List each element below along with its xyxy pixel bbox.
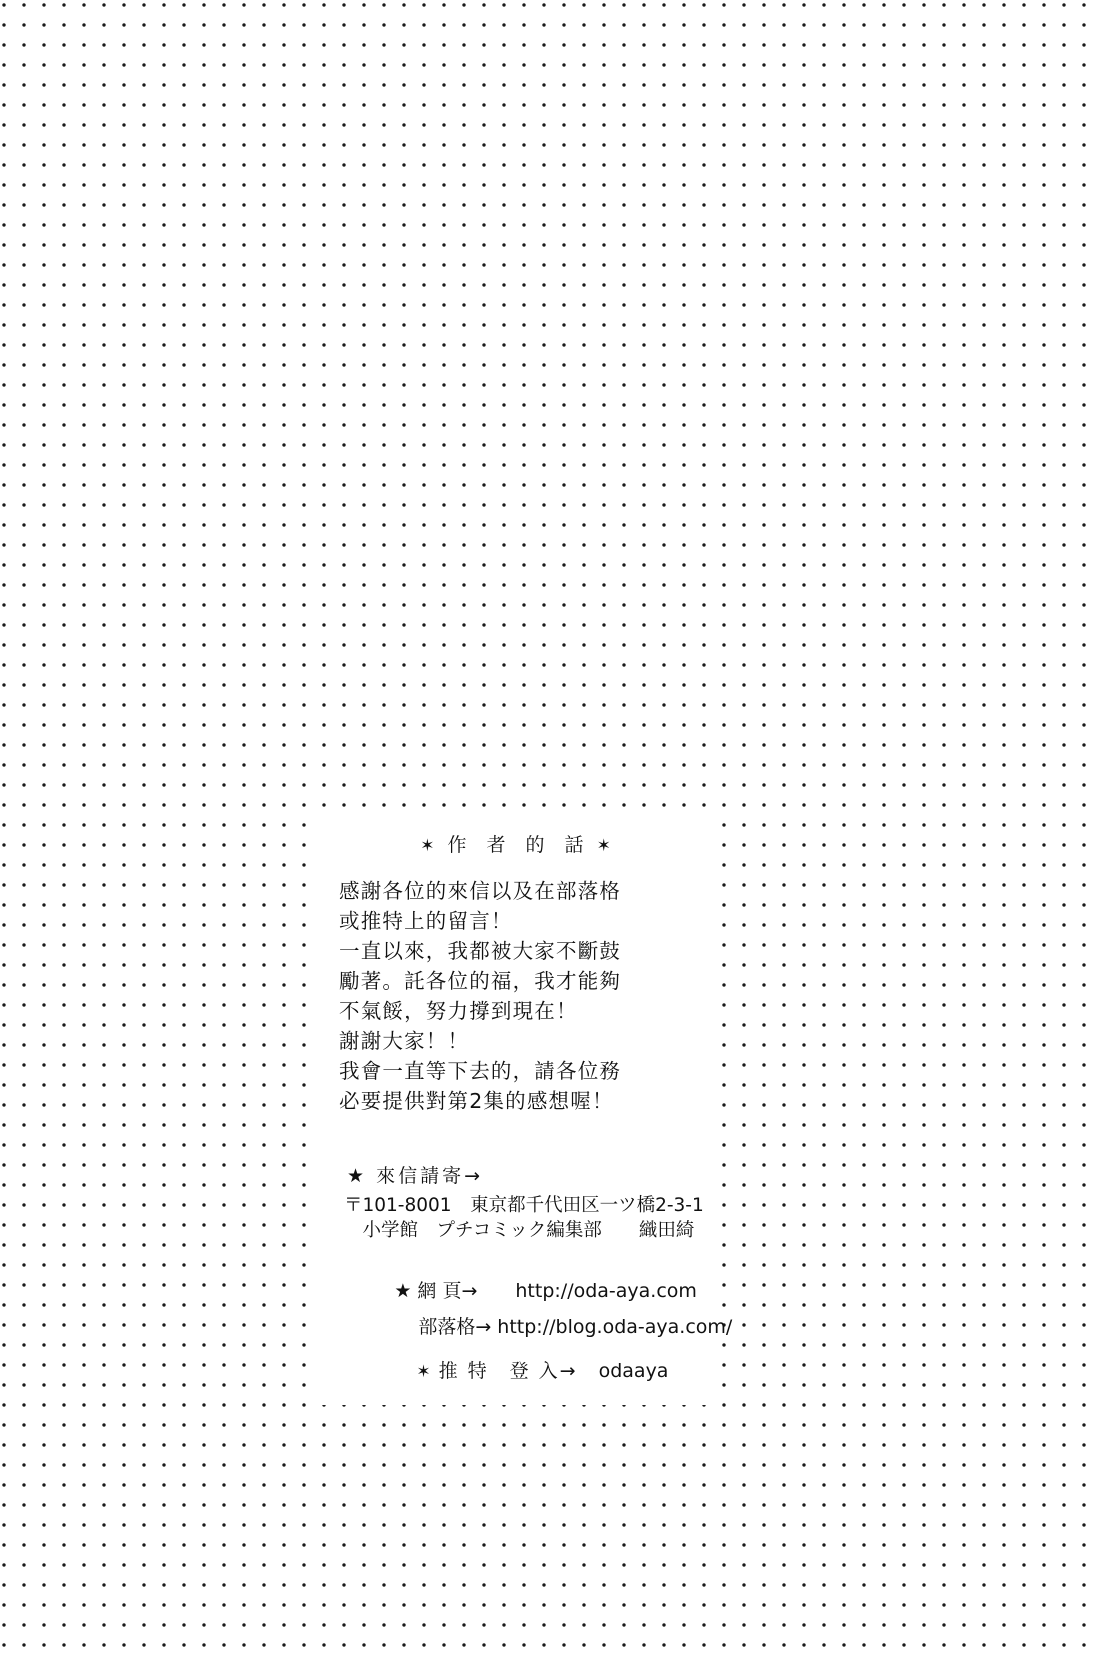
address-line: 小学館 プチコミック編集部 織田綺: [344, 1220, 695, 1241]
star-icon-left: ✶: [420, 835, 442, 856]
author-note-title: 作 者 的 話: [447, 834, 591, 856]
body-line: 必要提供對第2集的感想喔！: [339, 1089, 614, 1113]
twitter-label: 推 特 登 入→: [438, 1360, 578, 1382]
body-line: 不氣餒，努力撐到現在！: [339, 999, 578, 1023]
author-note-content: [318, 813, 733, 1405]
star-icon-twitter: ✶: [416, 1361, 433, 1382]
twitter-handle[interactable]: odaaya: [598, 1360, 669, 1382]
body-line: 謝謝大家！！: [339, 1029, 470, 1053]
body-line: 感謝各位的來信以及在部落格: [339, 879, 622, 903]
author-note-heading: [318, 830, 720, 857]
postal-address: [344, 1193, 724, 1243]
blog-label: 部落格→: [418, 1316, 492, 1338]
author-note-panel: [318, 813, 733, 1405]
website-label: ★ 網 頁→: [394, 1280, 478, 1302]
body-line: 勵著。託各位的福，我才能夠: [339, 969, 622, 993]
mail-label: ★ 來信請寄→: [347, 1165, 483, 1187]
body-line: 或推特上的留言！: [339, 909, 513, 933]
body-line: 我會一直等下去的，請各位務: [339, 1059, 622, 1083]
website-url[interactable]: http://oda-aya.com: [515, 1280, 697, 1302]
star-icon-right: ✶: [596, 835, 618, 856]
address-line: 〒101-8001 東京都千代田区一ツ橋2-3-1: [344, 1195, 704, 1216]
author-note-body: [339, 876, 711, 1116]
twitter-row: [346, 1334, 726, 1405]
body-line: 一直以來，我都被大家不斷鼓: [339, 939, 622, 963]
blog-url[interactable]: http://blog.oda-aya.com/: [497, 1316, 733, 1338]
